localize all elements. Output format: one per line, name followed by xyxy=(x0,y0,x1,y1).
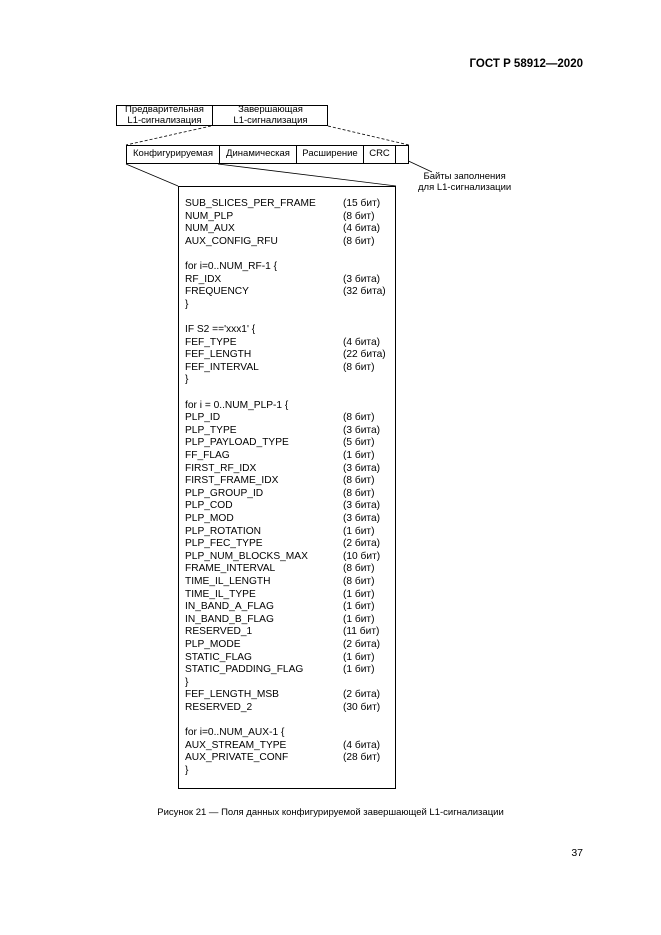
field-bit-length: (3 бита) xyxy=(343,500,381,512)
field-bit-length: (2 бита) xyxy=(343,538,381,550)
field-bit-length: (8 бит) xyxy=(343,361,375,373)
field-name: STATIC_PADDING_FLAG xyxy=(185,664,304,676)
padding-cell xyxy=(395,146,409,163)
field-name: PLP_NUM_BLOCKS_MAX xyxy=(185,550,308,562)
post-signaling-label-1: Завершающая xyxy=(238,104,303,115)
field-bit-length: (4 бита) xyxy=(343,223,381,235)
field-name: TIME_IL_TYPE xyxy=(185,588,256,600)
field-bit-length: (1 бит) xyxy=(343,450,375,461)
field-name: FEF_TYPE xyxy=(185,336,237,348)
field-bit-length: (8 бит) xyxy=(343,563,375,575)
field-bit-length: (15 бит) xyxy=(343,198,381,209)
field-bit-length: (8 бит) xyxy=(343,487,375,499)
field-name: FEF_LENGTH xyxy=(185,349,252,361)
field-name: IF S2 =='xxx1' { xyxy=(185,324,256,335)
field-name: } xyxy=(185,374,189,386)
field-bit-length: (22 бита) xyxy=(343,349,386,361)
field-bit-length: (8 бит) xyxy=(343,412,375,424)
field-bit-length: (4 бита) xyxy=(343,739,381,751)
field-name: PLP_MOD xyxy=(185,513,234,524)
field-bit-length: (1 бит) xyxy=(343,525,375,537)
field-bit-length: (4 бита) xyxy=(343,336,381,348)
field-name: PLP_TYPE xyxy=(185,424,237,436)
field-name: RESERVED_2 xyxy=(185,702,253,713)
page-number: 37 xyxy=(571,847,583,859)
pre-signaling-label-1: Предварительная xyxy=(125,104,204,115)
field-bit-length: (3 бита) xyxy=(343,462,381,474)
field-name: for i=0..NUM_AUX-1 { xyxy=(185,727,285,739)
field-bit-length: (8 бит) xyxy=(343,475,375,487)
field-name: NUM_PLP xyxy=(185,210,234,222)
field-name: FREQUENCY xyxy=(185,286,249,298)
field-name: FEF_INTERVAL xyxy=(185,361,259,373)
field-name: TIME_IL_LENGTH xyxy=(185,576,271,587)
field-bit-length: (30 бит) xyxy=(343,702,381,713)
configurable-cell: Конфигурируемая xyxy=(133,148,213,160)
field-bit-length: (3 бита) xyxy=(343,424,381,436)
field-bit-length: (3 бита) xyxy=(343,513,381,524)
field-name: PLP_FEC_TYPE xyxy=(185,538,263,550)
pre-signaling-cell xyxy=(117,106,212,125)
post-signaling-label-2: L1-сигнализация xyxy=(233,114,308,126)
field-bit-length: (1 бит) xyxy=(343,613,375,625)
field-name: PLP_COD xyxy=(185,500,233,512)
field-name: RF_IDX xyxy=(185,273,222,285)
field-name: FIRST_FRAME_IDX xyxy=(185,475,279,487)
field-name: IN_BAND_B_FLAG xyxy=(185,613,274,625)
top-signaling-bar xyxy=(116,105,328,126)
post-signaling-structure-bar xyxy=(126,145,409,164)
field-name: FRAME_INTERVAL xyxy=(185,563,276,575)
dynamic-cell: Динамическая xyxy=(219,146,296,163)
figure-caption: Рисунок 21 — Поля данных конфигурируемой завершающей L1-сигнализации xyxy=(157,807,504,818)
field-bit-length: (1 бит) xyxy=(343,664,375,676)
crc-cell: CRC xyxy=(363,146,395,163)
field-name: PLP_MODE xyxy=(185,639,241,650)
field-name: SUB_SLICES_PER_FRAME xyxy=(185,198,316,209)
field-list-box xyxy=(178,186,396,789)
field-name: NUM_AUX xyxy=(185,223,235,235)
field-name: STATIC_FLAG xyxy=(185,651,252,663)
field-bit-length: (8 бит) xyxy=(343,235,375,247)
pre-signaling-label-2: L1-сигнализация xyxy=(127,114,202,126)
extension-cell: Расширение xyxy=(296,146,363,163)
field-name: PLP_GROUP_ID xyxy=(185,487,264,499)
field-name: FEF_LENGTH_MSB xyxy=(185,689,279,701)
field-name: PLP_ID xyxy=(185,412,221,424)
field-name: AUX_STREAM_TYPE xyxy=(185,739,287,751)
field-bit-length: (11 бит) xyxy=(343,626,380,638)
padding-bytes-note xyxy=(418,171,511,193)
padding-note-line-2: для L1-сигнализации xyxy=(418,182,512,193)
field-name: AUX_PRIVATE_CONF xyxy=(185,752,289,764)
field-name: PLP_PAYLOAD_TYPE xyxy=(185,437,289,449)
document-id: ГОСТ Р 58912—2020 xyxy=(469,58,583,70)
field-name: } xyxy=(185,765,189,776)
post-signaling-cell xyxy=(212,106,328,125)
field-bit-length: (10 бит) xyxy=(343,550,381,562)
field-bit-length: (8 бит) xyxy=(343,210,375,222)
field-name: } xyxy=(185,298,189,310)
field-bit-length: (8 бит) xyxy=(343,576,375,587)
field-name: FF_FLAG xyxy=(185,450,230,461)
field-bit-length: (5 бит) xyxy=(343,437,375,449)
field-name: PLP_ROTATION xyxy=(185,525,262,537)
field-bit-length: (3 бита) xyxy=(343,273,381,285)
padding-note-line-1: Байты заполнения xyxy=(423,171,506,182)
field-bit-length: (1 бит) xyxy=(343,651,375,663)
field-bit-length: (28 бит) xyxy=(343,752,381,764)
field-bit-length: (1 бит) xyxy=(343,601,375,613)
field-name: IN_BAND_A_FLAG xyxy=(185,601,274,613)
field-bit-length: (1 бит) xyxy=(343,588,375,600)
field-name: } xyxy=(185,676,189,688)
field-bit-length: (2 бита) xyxy=(343,639,381,650)
field-name: RESERVED_1 xyxy=(185,626,253,638)
field-name: AUX_CONFIG_RFU xyxy=(185,235,278,247)
field-bit-length: (32 бита) xyxy=(343,286,386,298)
field-name: for i=0..NUM_RF-1 { xyxy=(185,261,277,272)
field-bit-length: (2 бита) xyxy=(343,689,381,701)
field-name: FIRST_RF_IDX xyxy=(185,462,257,474)
field-name: for i = 0..NUM_PLP-1 { xyxy=(185,399,289,411)
